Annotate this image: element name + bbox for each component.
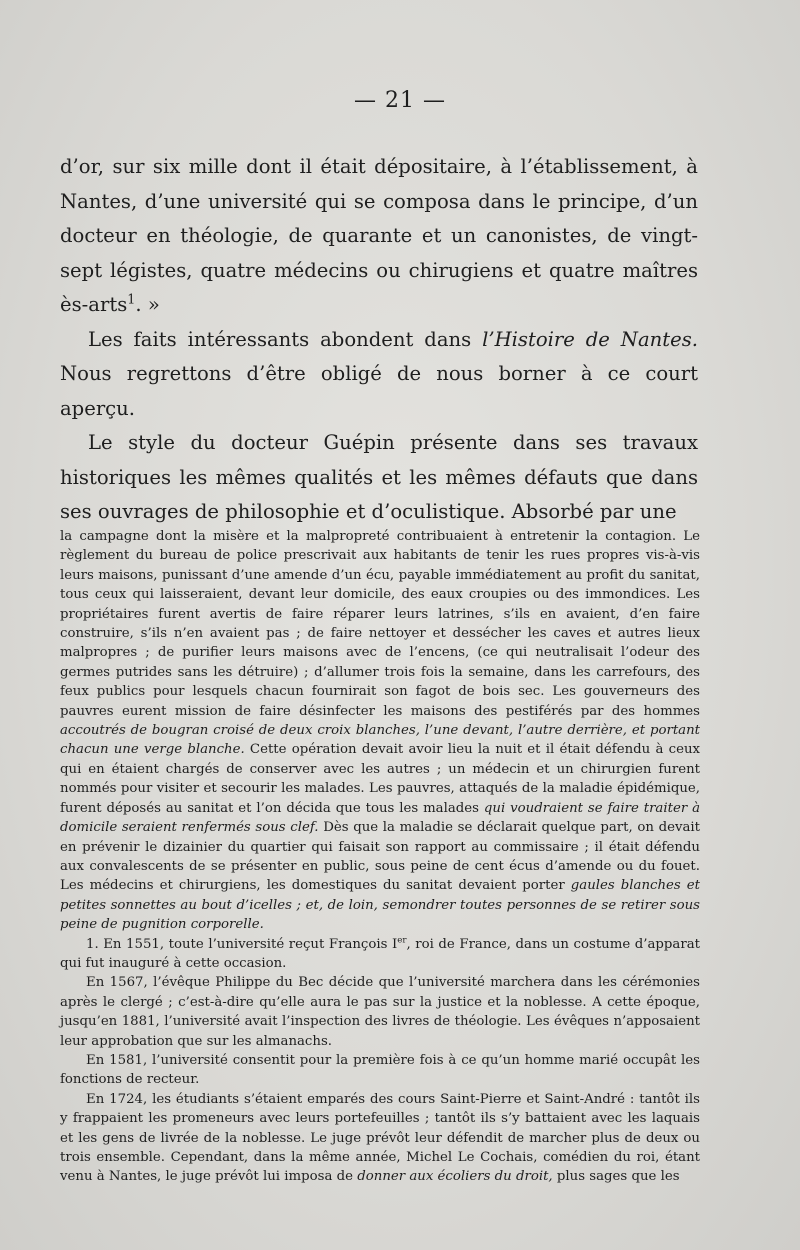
- paragraph-1-end: . »: [135, 293, 160, 316]
- footnote-cont-text-b: Cette opération devait avoir lieu la nuit et il était défendu à ceux qui en étaient chargés de conserver avec les autres ; un médecin et un chirurgien furent nommés pour visiter et secourir les malades. Les pauvres, attaqués de la maladie épidémique, furent déposés au sanitat et l’on décida que tous les malades: [60, 742, 701, 816]
- footnote-1-text-a: 1. En 1551, toute l’université reçut François I: [86, 936, 398, 952]
- footnote-1-p4-text-b: plus sages que les: [552, 1169, 680, 1185]
- footnote-1-p4-italic: donner aux écoliers du droit,: [357, 1169, 553, 1185]
- footnote-cont-italic-3: gaules blanches et petites sonnettes au bout d’icelles ; et, de loin, semondrer toutes personnes de se retirer sous peine de pugnition corporelle.: [60, 878, 700, 933]
- paragraph-2-end: Nous regrettons d’être obligé de nous borner à ce court aperçu.: [60, 362, 698, 420]
- footnote-continuation: [60, 527, 700, 935]
- paragraph-2: [60, 323, 698, 427]
- footnote-cont-text-a: la campagne dont la misère et la malpropreté contribuaient à entretenir la contagion. Le règlement du bureau de police prescrivait aux habitants de tenir les rues propres vis-à-vis leurs maisons, punissant d’une amende d’un écu, payable immédiatement au profit du sanitat, tous ceux qui laisseraient, devant leur domicile, des eaux croupies ou des immondices. Les propriétaires furent avertis de faire réparer leurs latrines, s’ils en avaient, d’en faire construire, s’ils n’en avaient pas ; de faire nettoyer et dessécher les caves et autres lieux malpropres ; de purifier leurs maisons avec de l’encens, (ce qui neutralisait l’odeur des germes putrides sans les détruire) ; d’allumer trois fois la semaine, dans les carrefours, des feux publics pour lesquels chacun fournirait son fagot de bois sec. Les gouverneurs des pauvres eurent mission de faire désinfecter les maisons des pestiférés par des hommes: [60, 529, 700, 719]
- paragraph-1-text: d’or, sur six mille dont il était dépositaire, à l’établissement, à Nantes, d’une université qui se composa dans le principe, d’un docteur en théologie, de quarante et un canonistes, de vingt-sept légistes, quatre médecins ou chirugiens et quatre maîtres ès-arts: [60, 155, 698, 316]
- footnotes: [60, 527, 700, 1187]
- main-text: [60, 150, 698, 530]
- paragraph-2-text: Les faits intéressants abondent dans: [88, 327, 483, 351]
- footnote-cont-italic-1: accoutrés de bougran croisé de deux croix blanches, l’une devant, l’autre derrière, et portant chacun une verge blanche.: [60, 723, 700, 758]
- footnote-ref-1: 1: [127, 292, 136, 308]
- page-number: — 21 —: [354, 88, 446, 113]
- footnote-cont-italic-2: qui voudraient se faire traiter à domicile seraient renfermés sous clef.: [60, 800, 700, 836]
- paragraph-3: Le style du docteur Guépin présente dans ses travaux historiques les mêmes qualités et les mêmes défauts que dans ses ouvrages de philosophie et d’oculistique. Absorbé par une: [60, 431, 698, 523]
- footnote-1: [60, 935, 700, 974]
- paragraph-1: [60, 150, 698, 323]
- footnote-1-paragraph-3: En 1581, l’université consentit pour la première fois à ce qu’un homme marié occupât les fonctions de recteur.: [60, 1052, 700, 1088]
- paragraph-2-title: l’Histoire de Nantes.: [482, 327, 698, 351]
- footnote-1-p4-text-a: En 1724, les étudiants s’étaient emparés des cours Saint-Pierre et Saint-André : tantôt ils y frappaient les promeneurs avec leurs portefeuilles ; tantôt ils s’y battaient avec les laquais et les gens de livrée de la noblesse. Le juge prévôt leur défendit de marcher plus de deux ou trois ensemble. Cependant, dans la même année, Michel Le Cochais, comédien du roi, étant venu à Nantes, le juge prévôt lui imposa de: [60, 1091, 700, 1185]
- footnote-1-text-b: , roi de France, dans un costume d’apparat qui fut inauguré à cette occasion.: [60, 936, 700, 971]
- footnote-1-paragraph-2: En 1567, l’évêque Philippe du Bec décide que l’université marchera dans les cérémonies après le clergé ; c’est-à-dire qu’elle aura le pas sur la justice et la noblesse. A cette époque, jusqu’en 1881, l’université avait l’inspection des livres de théologie. Les évêques n’apposaient leur approbation que sur les almanachs.: [60, 975, 700, 1049]
- footnote-1-sup: er: [397, 935, 407, 946]
- footnote-1-paragraph-4: [60, 1090, 700, 1187]
- footnote-cont-text-c: Dès que la maladie se déclarait quelque part, on devait en prévenir le dizainier du quartier qui faisait son rapport au commissaire ; il était défendu aux convalescents de se présenter en public, sous peine de cent écus d’amende ou du fouet. Les médecins et chirurgiens, les domestiques du sanitat devaient porter: [60, 820, 700, 894]
